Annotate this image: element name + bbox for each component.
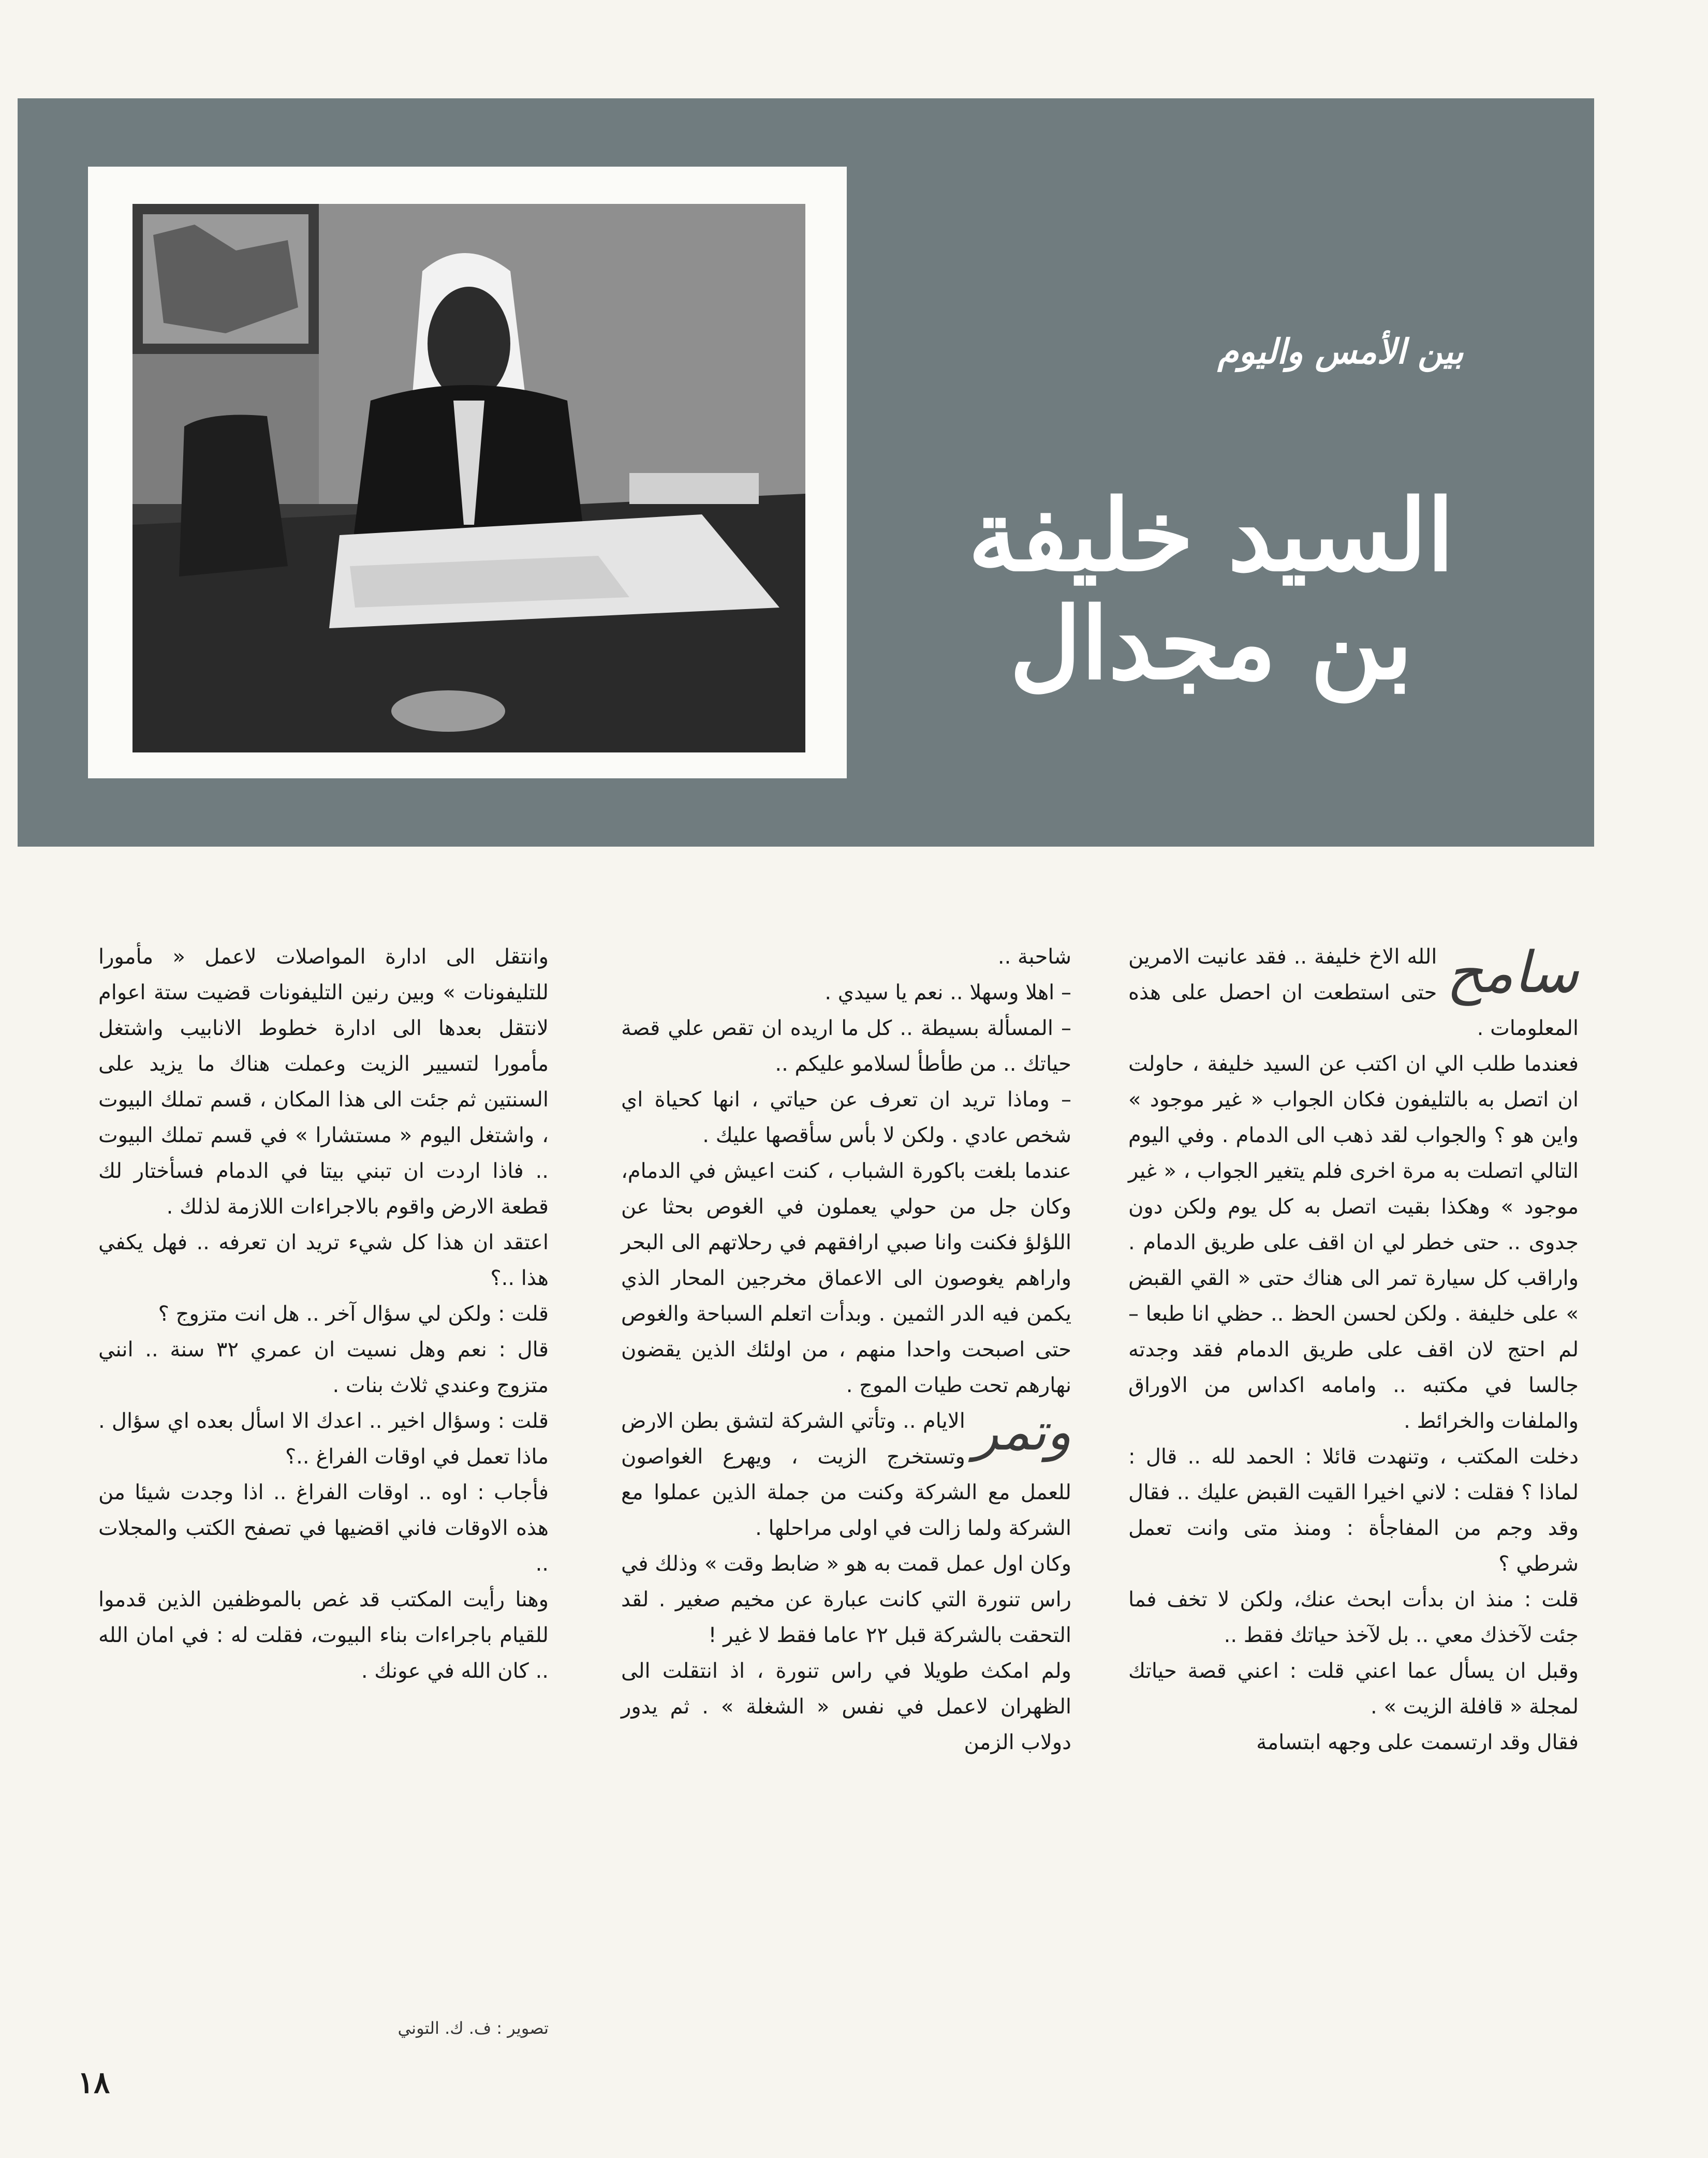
paragraph: فعندما طلب الي ان اكتب عن السيد خليفة ، حاولت ان اتصل به بالتليفون فكان الجواب « غير موجود » واين هو ؟ والجواب لقد ذهب الى الدمام . وفي اليوم التالي اتصلت به مرة اخرى فلم يتغير الجواب ، « غير موجود » وهكذا بقيت اتصل به كل يوم ولكن دون جدوى .. حتى خطر لي ان اقف على طريق الدمام . واراقب كل سيارة تمر الى هناك حتى « القي القبض » على خليفة . ولكن لحسن الحظ .. حظي انا طبعا – لم احتج لان اقف على طريق الدمام فقد وجدته جالسا في مكتبه .. وامامه اكداس من الاوراق والملفات والخرائط . bbox=[1128, 1052, 1579, 1433]
paragraph: قلت : ولكن لي سؤال آخر .. هل انت متزوج ؟ bbox=[158, 1302, 549, 1326]
paragraph: اعتقد ان هذا كل شيء تريد ان تعرفه .. فهل يكفي هذا ..؟ bbox=[98, 1231, 549, 1290]
paragraph: دخلت المكتب ، وتنهدت قائلا : الحمد لله .. قال : لماذا ؟ فقلت : لاني اخيرا القيت القبض عليك .. فقال وقد وجم من المفاجأة : ومنذ متى وانت تعمل شرطي ؟ bbox=[1128, 1445, 1579, 1576]
dropcap-middle: وتمر bbox=[973, 1401, 1071, 1462]
paragraph: – اهلا وسهلا .. نعم يا سيدي . bbox=[824, 981, 1071, 1004]
paragraph: وهنا رأيت المكتب قد غص بالموظفين الذين قدموا للقيام باجراءات بناء البيوت، فقلت له : في امان الله .. كان الله في عونك . bbox=[98, 1588, 549, 1683]
article-column-middle bbox=[621, 939, 1071, 1761]
paragraph: عندما بلغت باكورة الشباب ، كنت اعيش في الدمام، وكان جل من حولي يعملون في الغوص بحثا عن اللؤلؤ فكنت وانا صبي ارافقهم في رحلاتهم الى البحر واراهم يغوصون الى الاعماق مخرجين المحار الذي يكمن فيه الدر الثمين . وبدأت اتعلم السباحة والغوص حتى اصبحت واحدا منهم ، من اولئك الذين يقضون نهارهم تحت طيات الموج . bbox=[621, 1159, 1071, 1397]
paragraph: ولم امكث طويلا في راس تنورة ، اذ انتقلت الى الظهران لاعمل في نفس « الشغلة » . ثم يدور دولاب الزمن bbox=[621, 1659, 1071, 1754]
paragraph: وقبل ان يسأل عما اعني قلت : اعني قصة حياتك لمجلة « قافلة الزيت » . bbox=[1128, 1659, 1579, 1719]
paragraph-text: الايام .. وتأتي الشركة لتشق بطن الارض وتستخرج الزيت ، ويهرع الغواصون للعمل مع الشركة وكنت من جملة الذين عملوا مع الشركة ولما زالت في اولى مراحلها . bbox=[621, 1409, 1071, 1540]
paragraph: قلت : منذ ان بدأت ابحث عنك، ولكن لا تخف فما جئت لآخذك معي .. بل لآخذ حياتك فقط .. bbox=[1128, 1588, 1579, 1647]
paragraph: قال : نعم وهل نسيت ان عمري ٣٢ سنة .. انني متزوج وعندي ثلاث بنات . bbox=[98, 1338, 549, 1397]
paragraph: وانتقل الى ادارة المواصلات لاعمل « مأمورا للتليفونات » وبين رنين التليفونات قضيت ستة اعوام لانتقل بعدها الى ادارة خطوط الانابيب واشتغل مأمورا لتسيير الزيت وعملت هناك ما يزيد على السنتين ثم جئت الى هذا المكان ، قسم تملك البيوت ، واشتغل اليوم « مستشارا » في قسم تملك البيوت .. فاذا اردت ان تبني بيتا في الدمام فسأختار لك قطعة الارض واقوم بالاجراءات اللازمة لذلك . bbox=[98, 945, 549, 1219]
paragraph: شاحبة .. bbox=[997, 945, 1071, 969]
portrait-photo-drawing bbox=[132, 204, 805, 752]
paragraph bbox=[621, 1403, 1071, 1546]
headline-title: السيد خليفة بن مجدال bbox=[968, 478, 1454, 701]
article-column-right bbox=[1128, 939, 1579, 1761]
page-number: ١٨ bbox=[78, 2065, 110, 2100]
paragraph: فقال وقد ارتسمت على وجهه ابتسامة bbox=[1256, 1731, 1579, 1754]
portrait-photo bbox=[132, 204, 805, 752]
dropcap-right: سامح bbox=[1446, 939, 1579, 1006]
paragraph: وكان اول عمل قمت به هو « ضابط وقت » وذلك في راس تنورة التي كانت عبارة عن مخيم صغير . لقد التحقت بالشركة قبل ٢٢ عاما فقط لا غير ! bbox=[621, 1552, 1071, 1647]
photo-credit: تصوير : ف. ك. التوني bbox=[397, 2018, 549, 2038]
paragraph: – وماذا تريد ان تعرف عن حياتي ، انها كحياة اي شخص عادي . ولكن لا بأس سأقصها عليك . bbox=[621, 1088, 1071, 1147]
paragraph: الله الاخ خليفة .. فقد عانيت الامرين حتى استطعت ان احصل على هذه المعلومات . bbox=[1128, 945, 1579, 1040]
article-column-left bbox=[98, 939, 549, 1689]
paragraph: – المسألة بسيطة .. كل ما اريده ان تقص علي قصة حياتك .. من طأطأ لسلامو عليكم .. bbox=[621, 1016, 1071, 1076]
paragraph: فأجاب : اوه .. اوقات الفراغ .. اذا وجدت شيئا من هذه الاوقات فاني اقضيها في تصفح الكتب والمجلات .. bbox=[98, 1481, 549, 1576]
kicker-title: بين الأمس واليوم bbox=[1217, 331, 1464, 372]
paragraph: قلت : وسؤال اخير .. اعدك الا اسأل بعده اي سؤال . ماذا تعمل في اوقات الفراغ ..؟ bbox=[98, 1409, 549, 1469]
